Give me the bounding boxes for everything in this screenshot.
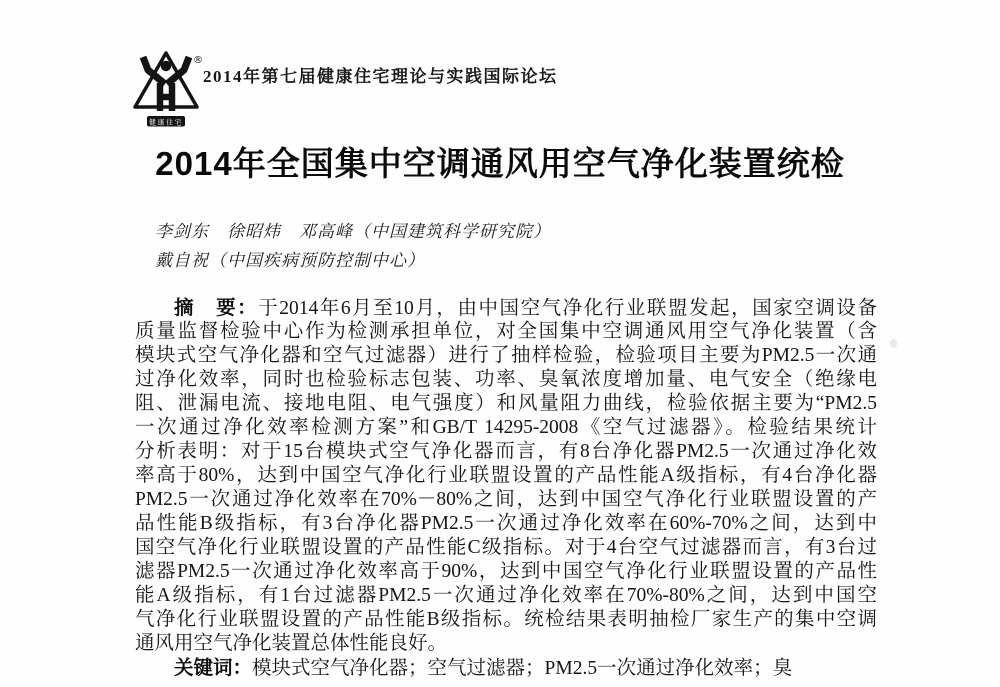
abstract-line: 率高于80%，达到中国空气净化行业联盟设置的产品性能A级指标，有4台净化器 bbox=[135, 465, 877, 486]
authors-block bbox=[155, 217, 551, 275]
abstract-line: 过净化效率，同时也检验标志包装、功率、臭氧浓度增加量、电气安全（绝缘电 bbox=[135, 369, 877, 390]
abstract-line: 阻、泄漏电流、接地电阻、电气强度）和风量阻力曲线，检验依据主要为“PM2.5 bbox=[135, 393, 877, 414]
abstract-text: 于2014年6月至10月，由中国空气净化行业联盟发起，国家空调设备 bbox=[258, 298, 877, 319]
forum-header-title: 2014年第七届健康住宅理论与实践国际论坛 bbox=[203, 67, 558, 86]
abstract-line: 分析表明：对于15台模块式空气净化器而言，有8台净化器PM2.5一次通过净化效 bbox=[135, 441, 877, 462]
registered-mark-icon: ® bbox=[193, 55, 203, 66]
keywords-text: 模块式空气净化器；空气过滤器；PM2.5一次通过净化效率；臭 bbox=[252, 658, 793, 679]
authors-line-2: 戴自祝（中国疾病预防控制中心） bbox=[155, 251, 425, 270]
keywords-label: 关键词： bbox=[174, 657, 253, 679]
abstract-line: PM2.5一次通过净化效率在70%－80%之间，达到中国空气净化行业联盟设置的产 bbox=[135, 489, 877, 510]
healthy-housing-logo bbox=[126, 46, 206, 130]
scan-smudge bbox=[890, 339, 897, 348]
abstract-line: 能A级指标，有1台过滤器PM2.5一次通过净化效率在70%-80%之间，达到中国空 bbox=[135, 585, 877, 606]
abstract-label: 摘 要： bbox=[174, 297, 259, 319]
abstract-section bbox=[135, 296, 877, 680]
abstract-line: 通风用空气净化装置总体性能良好。 bbox=[135, 633, 448, 654]
authors-line-1: 李剑东 徐昭炜 邓高峰（中国建筑科学研究院） bbox=[155, 222, 551, 241]
logo-badge-text: 健康住宅 bbox=[149, 118, 183, 127]
abstract-line: 一次通过净化效率检测方案”和GB/T 14295-2008《空气过滤器》。检验结果统计 bbox=[135, 417, 877, 438]
abstract-line: 国空气净化行业联盟设置的产品性能C级指标。对于4台空气过滤器而言，有3台过 bbox=[135, 537, 877, 558]
abstract-line: 气净化行业联盟设置的产品性能B级指标。统检结果表明抽检厂家生产的集中空调 bbox=[135, 609, 877, 630]
abstract-line bbox=[135, 296, 877, 320]
keywords-line bbox=[135, 656, 877, 680]
abstract-line: 品性能B级指标，有3台净化器PM2.5一次通过净化效率在60%-70%之间，达到中 bbox=[135, 513, 877, 534]
healthy-housing-logo-icon bbox=[126, 46, 206, 130]
abstract-line: 模块式空气净化器和空气过滤器）进行了抽样检验，检验项目主要为PM2.5一次通 bbox=[135, 345, 877, 366]
abstract-line: 质量监督检验中心作为检测承担单位，对全国集中空调通风用空气净化装置（含 bbox=[135, 321, 877, 342]
paper-title: 2014年全国集中空调通风用空气净化装置统检 bbox=[155, 145, 845, 182]
abstract-line: 滤器PM2.5一次通过净化效率高于90%，达到中国空气净化行业联盟设置的产品性 bbox=[135, 561, 877, 582]
logo-figure-head bbox=[161, 61, 171, 71]
